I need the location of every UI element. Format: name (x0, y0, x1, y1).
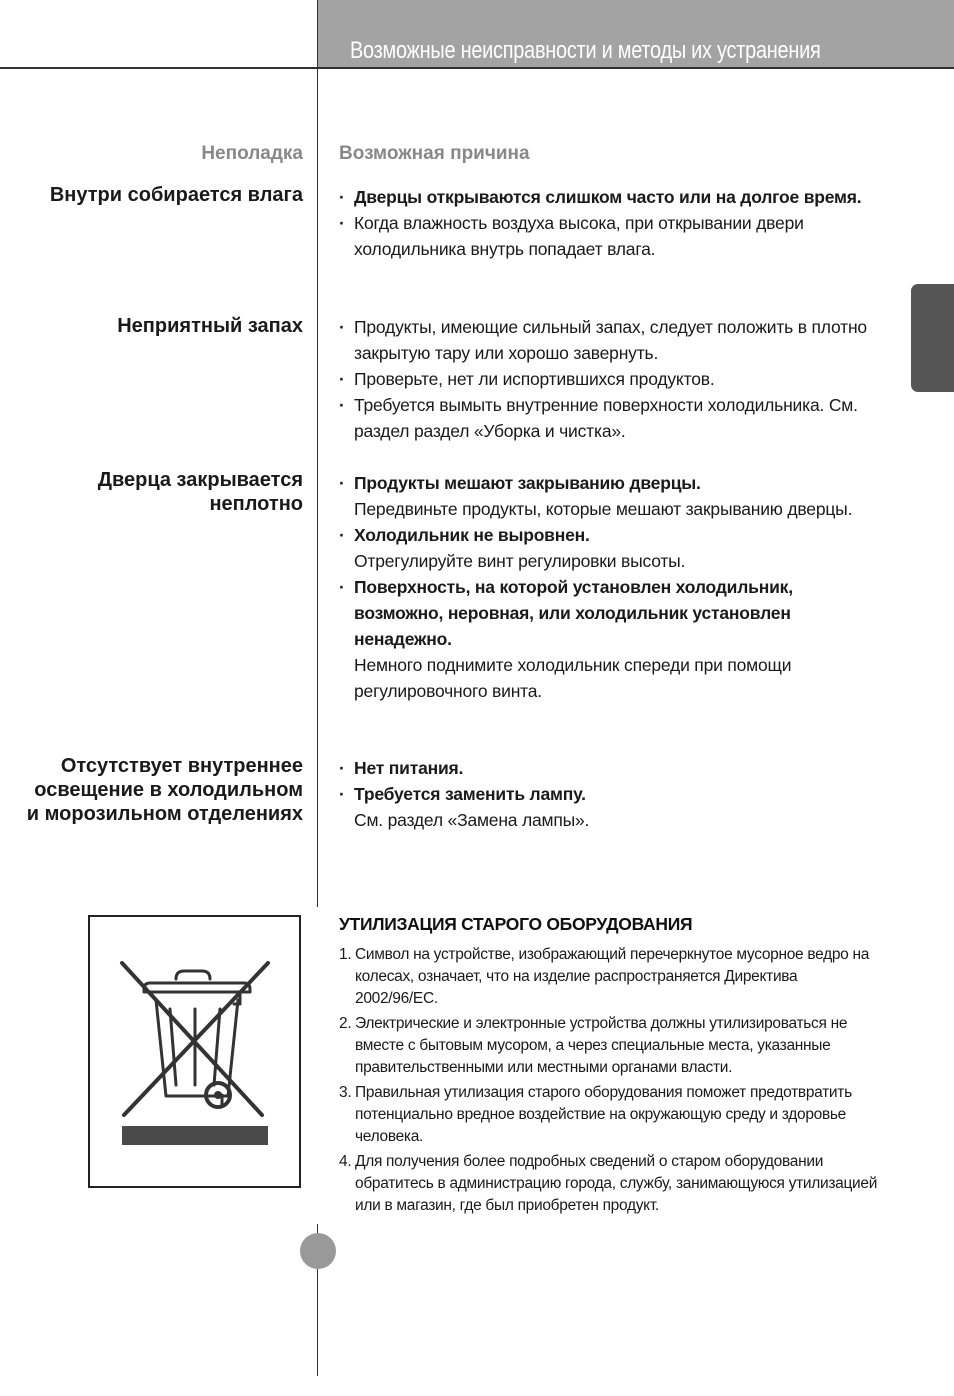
disposal-item (339, 1082, 879, 1148)
cause-bold-text: · Холодильник не выровнен. (354, 525, 590, 545)
item-text: Правильная утилизация старого оборудования поможет предотвратить потенциально вредное воздействие на окружающую среду и здоровье человека. (355, 1084, 852, 1145)
disposal-list (339, 944, 879, 1220)
cause-item (339, 470, 879, 522)
item-text: Символ на устройстве, изображающий перечеркнутое мусорное ведро на колесах, означает, что на изделие распространяется Директива 2002/96/EC. (355, 946, 870, 1007)
cause-text: Когда влажность воздуха высока, при открывании двери холодильника внутрь попадает влага. (354, 213, 804, 259)
problem-title: Отсутствует внутреннее освещение в холодильном и морозильном отделениях (26, 755, 303, 825)
cause-text: Немного поднимите холодильник спереди при помощи регулировочного винта. (354, 655, 792, 701)
disposal-item (339, 1151, 879, 1217)
cause-item (339, 755, 879, 781)
item-number: 2. (339, 1015, 352, 1032)
cause-item (339, 210, 879, 262)
cause-item (339, 366, 879, 392)
disposal-item (339, 1013, 879, 1079)
cause-bold-text: · Требуется заменить лампу. (354, 784, 586, 804)
cause-list (339, 470, 879, 704)
cause-bold-text: · Поверхность, на которой установлен холодильник, возможно, неровная, или холодильник установлен ненадежно. (354, 577, 793, 649)
problem-column-header: Неполадка (201, 143, 303, 164)
cause-item (339, 392, 879, 444)
cause-item (339, 522, 879, 574)
column-divider (317, 0, 318, 907)
item-number: 4. (339, 1153, 352, 1170)
weee-symbol-frame (88, 915, 301, 1188)
cause-item (339, 781, 879, 833)
cause-list (339, 184, 879, 262)
cause-text: Передвиньте продукты, которые мешают закрыванию дверцы. (354, 499, 853, 519)
problem-title: Внутри собирается влага (49, 184, 303, 206)
page-number-dot (300, 1233, 336, 1269)
item-number: 1. (339, 946, 352, 963)
disposal-item (339, 944, 879, 1010)
cause-list (339, 314, 879, 444)
cause-text: Отрегулируйте винт регулировки высоты. (354, 551, 686, 571)
cause-text: Требуется вымыть внутренние поверхности холодильника. См. раздел раздел «Уборка и чистка». (354, 395, 858, 441)
cause-text: См. раздел «Замена лампы». (354, 810, 590, 830)
cause-bold-text: Нет питания. (354, 758, 464, 778)
page-title: Возможные неисправности и методы их устранения (350, 37, 821, 64)
cause-bold-text: · Продукты мешают закрыванию дверцы. (354, 473, 701, 493)
item-number: 3. (339, 1084, 352, 1101)
cause-item (339, 314, 879, 366)
chapter-tab (911, 284, 954, 392)
cause-column-header: Возможная причина (339, 143, 530, 164)
crossed-out-wheelie-bin-icon (90, 917, 299, 1186)
cause-item (339, 184, 879, 210)
cause-text: Проверьте, нет ли испортившихся продуктов. (354, 369, 715, 389)
cause-list (339, 755, 879, 833)
item-text: Электрические и электронные устройства должны утилизироваться не вместе с бытовым мусором, а через специальные места, указанные правительственными или местными органами власти. (355, 1015, 848, 1076)
item-text: Для получения более подробных сведений о старом оборудовании обратитесь в администрацию города, службу, занимающуюся утилизацией или в магазин, где был приобретен продукт. (355, 1153, 878, 1214)
header-divider (0, 67, 954, 69)
problem-title: Неприятный запах (117, 315, 303, 337)
cause-text: Продукты, имеющие сильный запах, следует положить в плотно закрытую тару или хорошо завернуть. (354, 317, 867, 363)
cause-bold-text: Дверцы открываются слишком часто или на долгое время. (354, 187, 862, 207)
problem-title: Дверца закрывается неплотно (97, 469, 303, 515)
disposal-title: УТИЛИЗАЦИЯ СТАРОГО ОБОРУДОВАНИЯ (339, 914, 693, 934)
cause-item (339, 574, 879, 704)
